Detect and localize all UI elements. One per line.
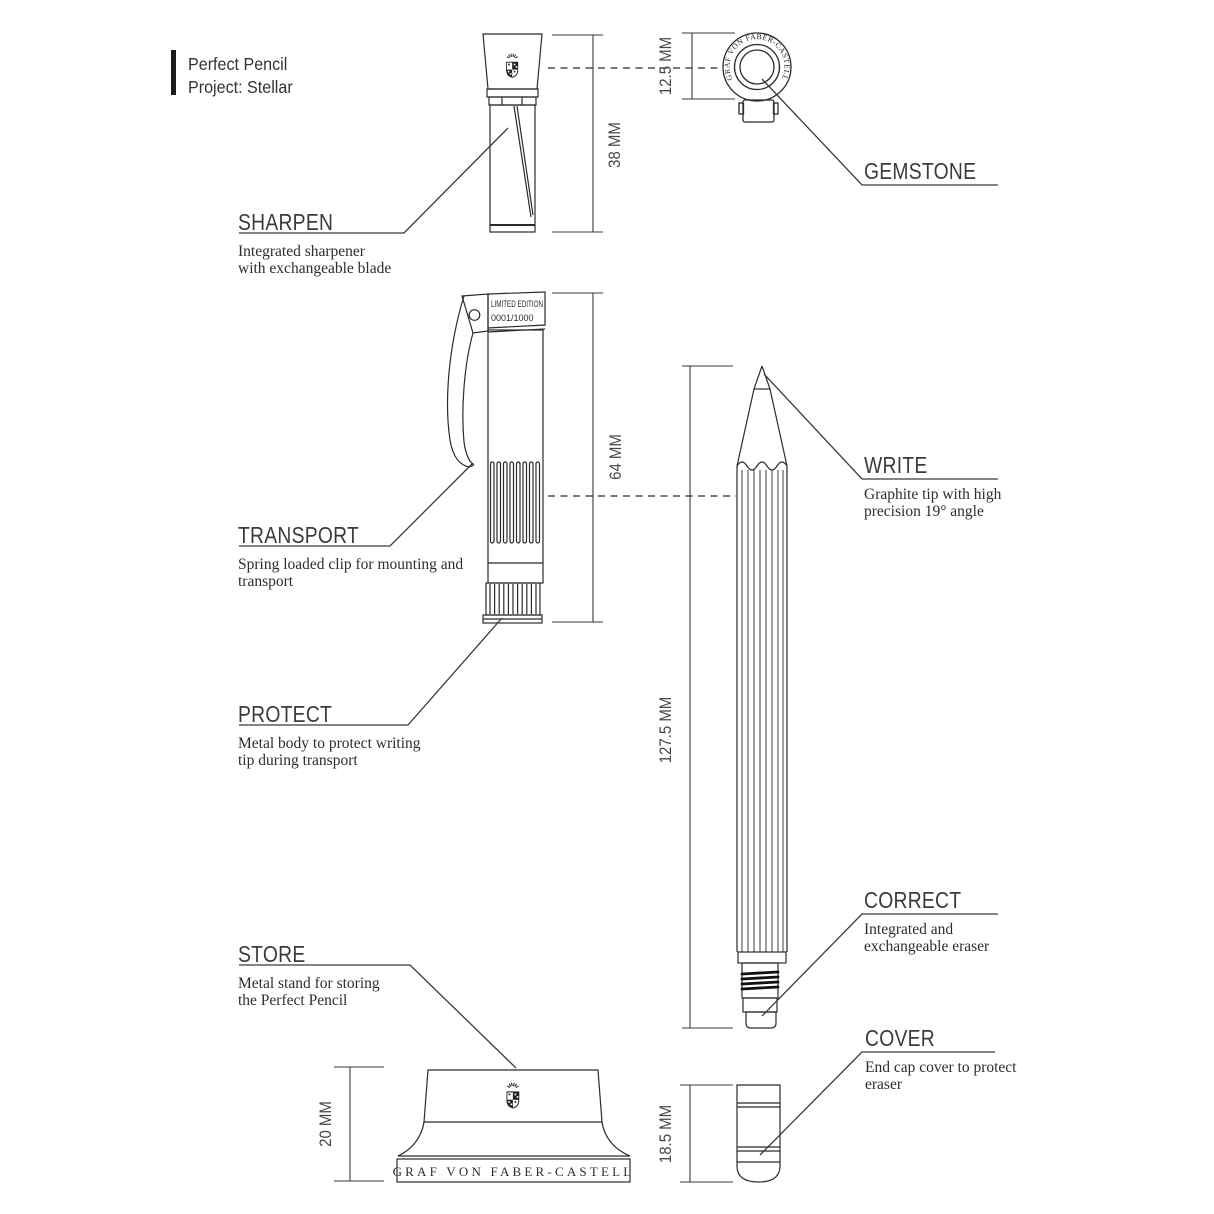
callout-write-desc: Graphite tip with high precision 19° angle <box>864 486 1002 520</box>
pencil-tip-left <box>737 366 762 466</box>
project-subtitle: Project: Stellar <box>188 76 293 97</box>
callout-store <box>238 941 380 1009</box>
callout-transport-desc: Spring loaded clip for mounting and transport <box>238 556 464 590</box>
callout-store-title: STORE <box>238 941 306 967</box>
eraser <box>746 1012 776 1028</box>
faber-castell-crest-icon <box>507 54 518 78</box>
callout-gemstone <box>864 158 998 185</box>
dim-pencil-length: 127.5 MM <box>656 696 675 764</box>
dim-stand-height: 20 MM <box>316 1101 335 1147</box>
dim-end-cap-height: 18.5 MM <box>656 1104 675 1164</box>
callout-write-title: WRITE <box>864 452 928 478</box>
callout-write <box>864 452 1001 520</box>
faber-castell-crest-icon <box>507 1083 519 1108</box>
callout-sharpen-title: SHARPEN <box>238 209 334 235</box>
dim-cap-length: 64 MM <box>606 434 625 480</box>
callout-protect-desc: Metal body to protect writing tip during transport <box>238 735 421 769</box>
callout-correct-title: CORRECT <box>864 887 962 913</box>
callout-protect-title: PROTECT <box>238 701 333 727</box>
pencil-tip-right <box>762 366 787 466</box>
callout-cover-desc: End cap cover to protect eraser <box>865 1059 1017 1093</box>
callout-transport <box>238 522 463 590</box>
callout-sharpen <box>238 209 391 277</box>
center-dashed-lines <box>548 68 736 496</box>
pencil-drawing <box>737 366 787 1028</box>
stand-brand-engraving: GRAF VON FABER-CASTELL <box>392 1164 635 1179</box>
callout-correct <box>864 887 989 955</box>
callout-store-desc: Metal stand for storing the Perfect Pencil <box>238 975 380 1009</box>
callout-gemstone-title: GEMSTONE <box>864 158 977 184</box>
eraser-thread-coils <box>742 972 778 989</box>
dim-sharpener-diameter: 12.5 MM <box>656 36 675 96</box>
title-accent-bar <box>171 50 176 95</box>
dim-sharpener-height: 38 MM <box>605 122 624 168</box>
wood-collar-wave <box>737 462 787 470</box>
callout-transport-title: TRANSPORT <box>238 522 360 548</box>
limited-edition-engraving <box>491 299 543 323</box>
callout-correct-desc: Integrated and exchangeable eraser <box>864 921 990 955</box>
title-block <box>188 53 293 98</box>
svg-text:0001/1000: 0001/1000 <box>491 313 534 323</box>
callout-sharpen-desc: Integrated sharpener with exchangeable blade <box>238 243 392 277</box>
callout-cover <box>865 1025 1017 1093</box>
product-title: Perfect Pencil <box>188 54 288 74</box>
gemstone-circle <box>740 50 774 84</box>
callout-cover-title: COVER <box>865 1025 935 1051</box>
svg-text:LIMITED EDITION: LIMITED EDITION <box>491 299 543 309</box>
end-cap-cover-drawing <box>737 1085 780 1182</box>
callout-protect <box>238 701 421 769</box>
ring-brand-engraving: GRAF VON FABER-CASTELL <box>722 31 792 82</box>
